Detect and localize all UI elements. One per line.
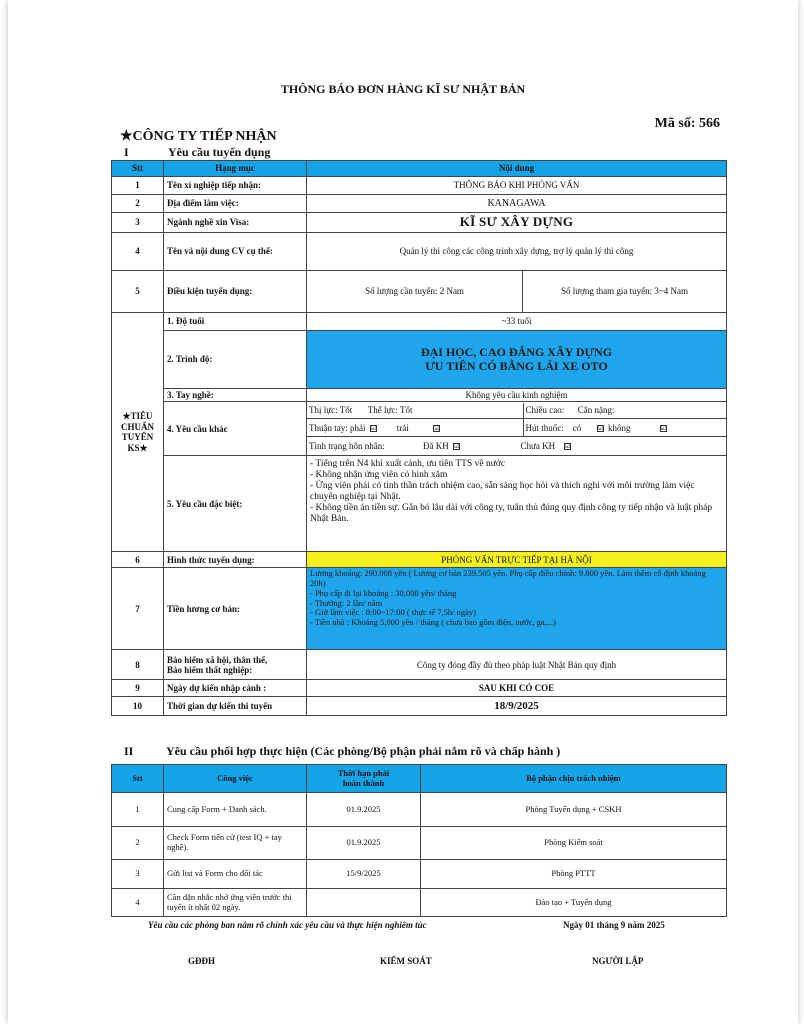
- row-item: Ngày dự kiến nhập cảnh :: [164, 680, 307, 697]
- row-item: Thời gian dự kiến thi tuyển: [164, 697, 307, 716]
- table-row: [112, 402, 727, 456]
- row-stt: 4: [112, 233, 164, 271]
- row-content: KANAGAWA: [307, 195, 727, 213]
- row-stt: 2: [112, 827, 164, 860]
- row-stt: 3: [112, 860, 164, 889]
- coordination-table: [111, 764, 727, 917]
- special-line: - Tiếng trên N4 khi xuất cảnh, ưu tiên TTS về nước: [310, 459, 506, 470]
- row-task: Check Form tiến cử (test IQ + tay nghề).: [164, 827, 307, 860]
- table-row: [112, 213, 727, 233]
- row-content: Công ty đóng đầy đủ theo pháp luật Nhật Bản quy định: [307, 650, 727, 680]
- criteria-other-value: [307, 402, 727, 456]
- criteria-edu-label: 2. Trình độ:: [164, 331, 307, 389]
- smoking-label: Hút thuốc:: [525, 422, 564, 433]
- table-row: [112, 552, 727, 568]
- salary-line: - Tiền nhà : Khoảng 5,000 yên / tháng ( chưa bao gồm điện, nước, ga,...): [310, 617, 556, 628]
- hand-right-checkbox: ☑: [370, 426, 377, 433]
- header-dept: Bộ phận chịu trách nhiệm: [421, 765, 727, 793]
- hand-left-label: trái: [396, 422, 409, 433]
- section-1-title: Yêu cầu tuyển dụng: [168, 145, 271, 159]
- table-row: [112, 456, 727, 552]
- height: Chiều cao:: [525, 405, 565, 416]
- table-row: [112, 827, 727, 860]
- row-item: Tiền lương cơ bản:: [164, 568, 307, 650]
- row-stt: 9: [112, 680, 164, 697]
- criteria-label: ★TIÊU CHUẨN TUYỂN KS★: [112, 313, 164, 552]
- criteria-skill-value: Không yêu cầu kinh nghiệm: [307, 389, 727, 402]
- table-row: [112, 697, 727, 716]
- row-item: Địa điểm làm việc:: [164, 195, 307, 213]
- row-content-participants: Số lượng tham gia tuyển: 3~4 Nam: [523, 271, 727, 313]
- table-row: [112, 793, 727, 827]
- row-stt: 6: [112, 552, 164, 568]
- eyesight: Thị lực: Tốt: [309, 405, 353, 416]
- section-2-title: Yêu cầu phối hợp thực hiện (Các phòng/Bộ phận phải nắm rõ và chấp hành ): [166, 744, 561, 758]
- recruitment-table: [111, 160, 727, 716]
- row-stt: 3: [112, 213, 164, 233]
- criteria-age-label: 1. Độ tuổi: [164, 313, 307, 331]
- table-row: [112, 650, 727, 680]
- table-header-row: [112, 161, 727, 177]
- row-stt: 5: [112, 271, 164, 313]
- hand-left-checkbox: ☑: [434, 426, 440, 433]
- row-stt: 10: [112, 697, 164, 716]
- header-deadline-line1: Thời hạn phải: [337, 767, 390, 778]
- table-header-row: [112, 765, 727, 793]
- table-row: [112, 889, 727, 917]
- single-label: Chưa KH: [520, 440, 556, 451]
- row-stt: 4: [112, 889, 164, 917]
- table-row: [112, 271, 727, 313]
- salary-line: - Phụ cấp đi lại khoảng : 30,000 yên/ tháng: [310, 587, 457, 598]
- header-deadline: [307, 765, 421, 793]
- row-deadline: 01.9.2025: [307, 827, 421, 860]
- criteria-edu-value: [307, 331, 727, 389]
- document-page: [8, 0, 798, 1024]
- row-item: [164, 650, 307, 680]
- criteria-special-label: 5. Yêu cầu đặc biệt:: [164, 456, 307, 552]
- header-deadline-line2: hoàn thành: [342, 777, 385, 788]
- row-task: Gửi list và Form cho đối tác: [164, 860, 307, 889]
- row-stt: 7: [112, 568, 164, 650]
- dominant-hand-label: Thuận tay:: [309, 422, 348, 433]
- signature-director: GĐĐH: [188, 956, 215, 966]
- smoke-no-label: không: [608, 422, 631, 433]
- salary-details: [307, 568, 727, 650]
- row-content-quota: Số lượng cần tuyển: 2 Nam: [307, 271, 523, 313]
- row-content: KĨ SƯ XÂY DỰNG: [307, 213, 727, 233]
- footer-note: Yêu cầu các phòng ban nắm rõ chính xác yêu cầu và thực hiện nghiêm túc: [148, 920, 427, 930]
- smoke-yes-checkbox: ☑: [597, 426, 604, 433]
- table-row: [112, 680, 727, 697]
- section-2-number: II: [124, 744, 134, 758]
- row-dept: Phòng Kiểm soát: [421, 827, 727, 860]
- row-stt: 1: [112, 177, 164, 195]
- table-row: [112, 568, 727, 650]
- single-checkbox: ☑: [564, 444, 571, 451]
- special-line: - Ứng viên phải có tinh thần trách nhiệm cao, sẵn sàng học hỏi và thích nghi với môi trường làm việc chuyên nghiệp tại Nhật.: [310, 481, 695, 503]
- section-1-number: I: [124, 145, 129, 159]
- section-1-heading: [124, 145, 270, 160]
- signature-preparer: NGƯỜI LẬP: [592, 956, 644, 966]
- criteria-special-value: [307, 456, 727, 552]
- row-item: Tên xí nghiệp tiếp nhận:: [164, 177, 307, 195]
- marital-label: Tình trạng hôn nhân:: [309, 440, 385, 451]
- row-deadline: 15/9/2025: [307, 860, 421, 889]
- other-requirements-grid: [307, 403, 727, 455]
- row-deadline: [307, 889, 421, 917]
- married-checkbox: ☑: [454, 444, 460, 451]
- criteria-edu-line1: ĐẠI HỌC, CAO ĐẲNG XÂY DỰNG: [420, 344, 613, 359]
- criteria-other-label: 4. Yêu cầu khác: [164, 402, 307, 456]
- row-task: Căn dặn nhắc nhở ứng viên trước thi tuyển ít nhất 02 ngày.: [164, 889, 307, 917]
- header-item: Hạng mục: [164, 161, 307, 177]
- insurance-label-line1: Bảo hiểm xã hội, thân thể,: [167, 654, 268, 665]
- table-row: [112, 195, 727, 213]
- table-row: [112, 313, 727, 331]
- criteria-age-value: ~33 tuổi: [307, 313, 727, 331]
- row-content: Quản lý thi công các công trình xây dựng, trợ lý quản lý thi công: [307, 233, 727, 271]
- section-2-heading: [124, 744, 560, 759]
- document-title: THÔNG BÁO ĐƠN HÀNG KĨ SƯ NHẬT BẢN: [280, 82, 526, 96]
- salary-line: - Thưởng: 2 lần/ năm: [310, 597, 383, 608]
- row-stt: 8: [112, 650, 164, 680]
- hand-right-label: phải: [350, 422, 366, 433]
- header-content: Nội dung: [307, 161, 727, 177]
- table-row: [112, 233, 727, 271]
- row-item: Tên và nội dung CV cụ thể:: [164, 233, 307, 271]
- row-content: THÔNG BÁO KHI PHỎNG VẤN: [307, 177, 727, 195]
- row-item: Ngành nghề xin Visa:: [164, 213, 307, 233]
- row-content: 18/9/2025: [307, 697, 727, 716]
- smoke-yes-label: có: [572, 422, 582, 433]
- footer-date: Ngày 01 tháng 9 năm 2025: [563, 920, 665, 930]
- row-content: SAU KHI CÓ COE: [307, 680, 727, 697]
- row-dept: Phòng PTTT: [421, 860, 727, 889]
- header-task: Công việc: [164, 765, 307, 793]
- row-task: Cung cấp Form + Danh sách.: [164, 793, 307, 827]
- table-row: [112, 860, 727, 889]
- table-row: [112, 331, 727, 389]
- row-dept: Phòng Tuyển dụng + CSKH: [421, 793, 727, 827]
- header-stt: Stt: [112, 765, 164, 793]
- company-heading: ★CÔNG TY TIẾP NHẬN: [120, 129, 277, 144]
- row-dept: Đào tạo + Tuyển dụng: [421, 889, 727, 917]
- weight: Cân nặng:: [577, 405, 615, 416]
- criteria-skill-label: 3. Tay nghề:: [164, 389, 307, 402]
- insurance-label-line2: Bảo hiểm thất nghiệp:: [167, 664, 253, 675]
- fitness: Thể lực: Tốt: [367, 405, 413, 416]
- table-row: [112, 389, 727, 402]
- special-line: - Không tiền án tiền sự. Gắn bó lâu dài với công ty, tuân thủ đúng quy định công ty tiếp nhận và luật pháp Nhật Bản.: [310, 503, 713, 524]
- salary-line: Lương khoảng: 290.008 yên ( Lương cơ bản 239.505 yên. Phụ cấp điều chỉnh: 9.800 yên. Làm thêm cố định khoảng 20h): [310, 568, 706, 589]
- signature-control: KIỂM SOÁT: [380, 956, 432, 966]
- row-content: PHỎNG VẤN TRỰC TIẾP TẠI HÀ NỘI: [307, 552, 727, 568]
- row-item: Hình thức tuyển dụng:: [164, 552, 307, 568]
- married-label: Đã KH: [423, 440, 449, 451]
- salary-line: - Giờ làm việc : 8:00~17:00 ( thực tế 7,5h/ ngày): [310, 607, 476, 618]
- row-item: Điều kiện tuyển dụng:: [164, 271, 307, 313]
- table-row: [112, 177, 727, 195]
- document-code: Mã số: 566: [654, 116, 720, 131]
- header-stt: Stt: [112, 161, 164, 177]
- criteria-edu-line2: ƯU TIÊN CÓ BẰNG LÁI XE OTO: [425, 358, 608, 373]
- row-stt: 2: [112, 195, 164, 213]
- special-line: - Không nhận ứng viên có hình xăm: [310, 470, 448, 481]
- row-stt: 1: [112, 793, 164, 827]
- smoke-no-checkbox: ☑: [660, 426, 666, 433]
- row-deadline: 01.9.2025: [307, 793, 421, 827]
